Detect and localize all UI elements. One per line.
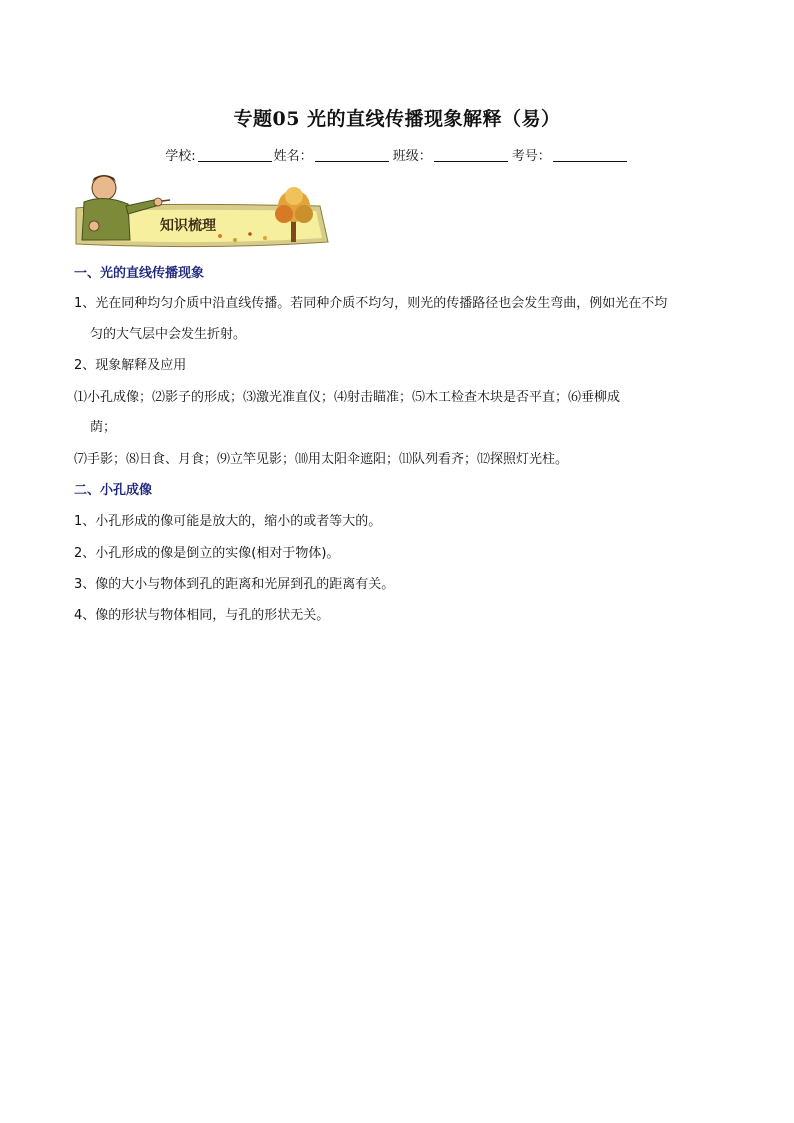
section-2-line: 2、小孔形成的像是倒立的实像(相对于物体)。	[74, 546, 340, 561]
class-blank[interactable]	[434, 149, 508, 162]
name-blank[interactable]	[315, 149, 389, 162]
section-banner	[70, 170, 340, 250]
section-2-line: 1、小孔形成的像可能是放大的，缩小的或者等大的。	[74, 514, 382, 529]
school-blank[interactable]	[198, 149, 272, 162]
section-1-line: 1、光在同种均匀介质中沿直线传播。若同种介质不均匀，则光的传播路径也会发生弯曲，例如光在不均	[74, 296, 668, 311]
school-label: 学校:	[165, 149, 196, 164]
student-info-line	[0, 145, 794, 164]
section-1-line: 2、现象解释及应用	[74, 358, 187, 373]
exam-no-blank[interactable]	[553, 149, 627, 162]
section-2-line: 3、像的大小与物体到孔的距离和光屏到孔的距离有关。	[74, 577, 395, 592]
exam-no-label: 考号：	[511, 149, 551, 164]
name-label: 姓名：	[273, 149, 313, 164]
section-1-line: 荫；	[90, 420, 117, 435]
page-title: 专题05 光的直线传播现象解释（易）	[233, 108, 561, 130]
section-1-line: ⑺手影；⑻日食、月食；⑼立竿见影；⑽用太阳伞遮阳；⑾队列看齐；⑿探照灯光柱。	[74, 452, 569, 467]
section-1-line: ⑴小孔成像；⑵影子的形成；⑶激光准直仪；⑷射击瞄准；⑸木工检查木块是否平直；⑹垂柳成	[74, 390, 621, 405]
class-label: 班级：	[392, 149, 432, 164]
banner-illustration	[70, 170, 340, 250]
section-2-line: 4、像的形状与物体相同，与孔的形状无关。	[74, 608, 330, 623]
banner-label: 知识梳理	[160, 218, 216, 234]
section-heading-2: 二、小孔成像	[74, 483, 153, 498]
section-heading-1: 一、光的直线传播现象	[74, 266, 205, 281]
section-1-line: 匀的大气层中会发生折射。	[90, 327, 247, 342]
